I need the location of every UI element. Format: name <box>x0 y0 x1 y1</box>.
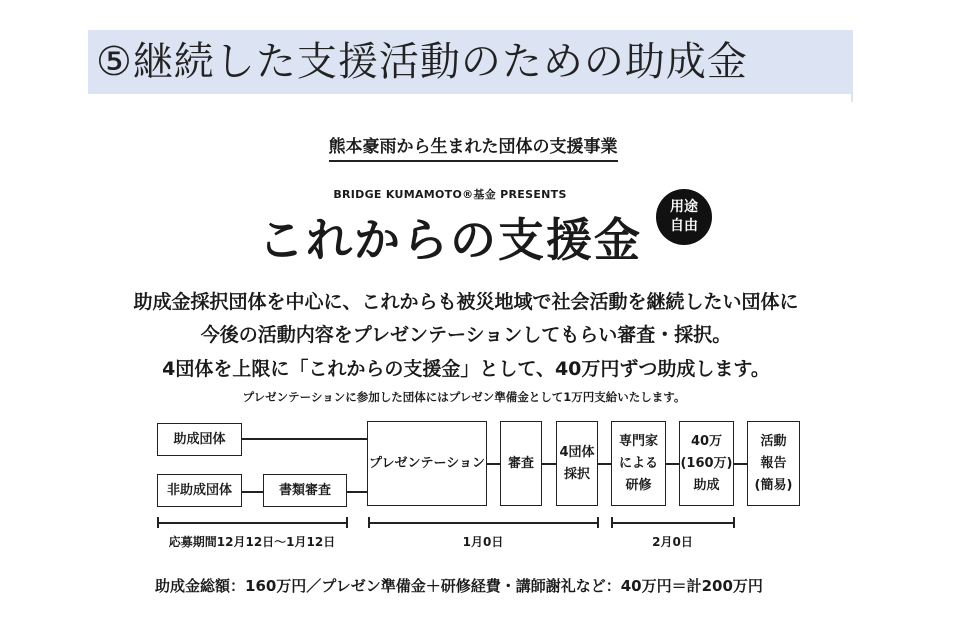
training-label-2: による <box>618 455 658 471</box>
connector-review <box>542 463 557 465</box>
report-box <box>747 421 800 506</box>
non-grantee-label: 非助成団体 <box>166 482 232 498</box>
adoption-label-2: 採択 <box>563 466 590 482</box>
badge-line-2: 自由 <box>670 218 698 234</box>
application-period-tick-left <box>157 517 159 528</box>
document-review-box <box>263 474 347 507</box>
review-label: 審査 <box>507 455 534 471</box>
header-tick <box>851 94 853 102</box>
grant-label-3: 助成 <box>693 477 720 493</box>
badge-line-1: 用途 <box>670 199 698 215</box>
application-period-tick-right <box>346 517 348 528</box>
note-line: プレゼンテーションに参加した団体にはプレゼン準備金として1万円支給いたします。 <box>242 390 686 404</box>
report-label-1: 活動 <box>760 433 787 449</box>
training-box <box>611 421 666 506</box>
january-period-tick-right <box>597 517 599 528</box>
connector-presentation <box>486 463 500 465</box>
connector-training <box>665 463 679 465</box>
adoption-box <box>556 421 598 506</box>
january-period-bracket <box>368 522 598 524</box>
application-period-bracket <box>157 522 347 524</box>
january-period-tick-left <box>368 517 370 528</box>
february-period-tick-right <box>733 517 735 528</box>
application-period-label: 応募期間12月12日～1月12日 <box>168 535 336 549</box>
grant-box <box>679 421 734 506</box>
presents-line: BRIDGE KUMAMOTO®基金 PRESENTS <box>333 188 567 201</box>
body-line-2: 今後の活動内容をプレゼンテーションしてもらい審査・採択。 <box>200 324 732 346</box>
february-period-tick-left <box>611 517 613 528</box>
grantee-label: 助成団体 <box>173 431 226 447</box>
february-period-bracket <box>611 522 734 524</box>
training-label-1: 専門家 <box>618 433 658 449</box>
connector-adoption <box>597 463 611 465</box>
connector-grantee <box>242 438 368 440</box>
non-grantee-box <box>157 474 242 507</box>
presentation-label: プレゼンテーション <box>369 455 485 471</box>
review-box <box>500 421 542 506</box>
february-period-label: 2月0日 <box>652 535 693 549</box>
flyer-subtitle-text: 熊本豪雨から生まれた団体の支援事業 <box>329 132 618 162</box>
connector-non-grantee <box>240 491 264 493</box>
usage-free-badge <box>656 189 712 245</box>
connector-doc-review <box>346 491 368 493</box>
training-label-3: 研修 <box>625 477 652 493</box>
flyer-title: これからの支援金 <box>258 213 642 267</box>
flyer-subtitle <box>0 132 960 162</box>
slide-title: ⑤継続した支援活動のための助成金 <box>96 39 748 85</box>
report-label-3: (簡易) <box>754 477 793 493</box>
document-review-label: 書類審査 <box>278 482 331 498</box>
report-label-2: 報告 <box>760 455 787 471</box>
grant-label-2: (160万) <box>680 455 733 471</box>
body-line-3: 4団体を上限に「これからの支援金」として、40万円ずつ助成します。 <box>162 358 770 380</box>
january-period-label: 1月0日 <box>462 535 504 549</box>
presentation-box <box>367 421 487 506</box>
connector-grant <box>733 463 747 465</box>
body-line-1: 助成金採択団体を中心に、これからも被災地域で社会活動を継続したい団体に <box>133 291 799 313</box>
grant-label-1: 40万 <box>690 433 723 449</box>
grantee-box <box>157 423 242 456</box>
adoption-label-1: 4団体 <box>559 444 595 460</box>
grant-total-footer: 助成金総額：160万円／プレゼン準備金＋研修経費・講師謝礼など：40万円＝計200万円 <box>155 577 763 595</box>
